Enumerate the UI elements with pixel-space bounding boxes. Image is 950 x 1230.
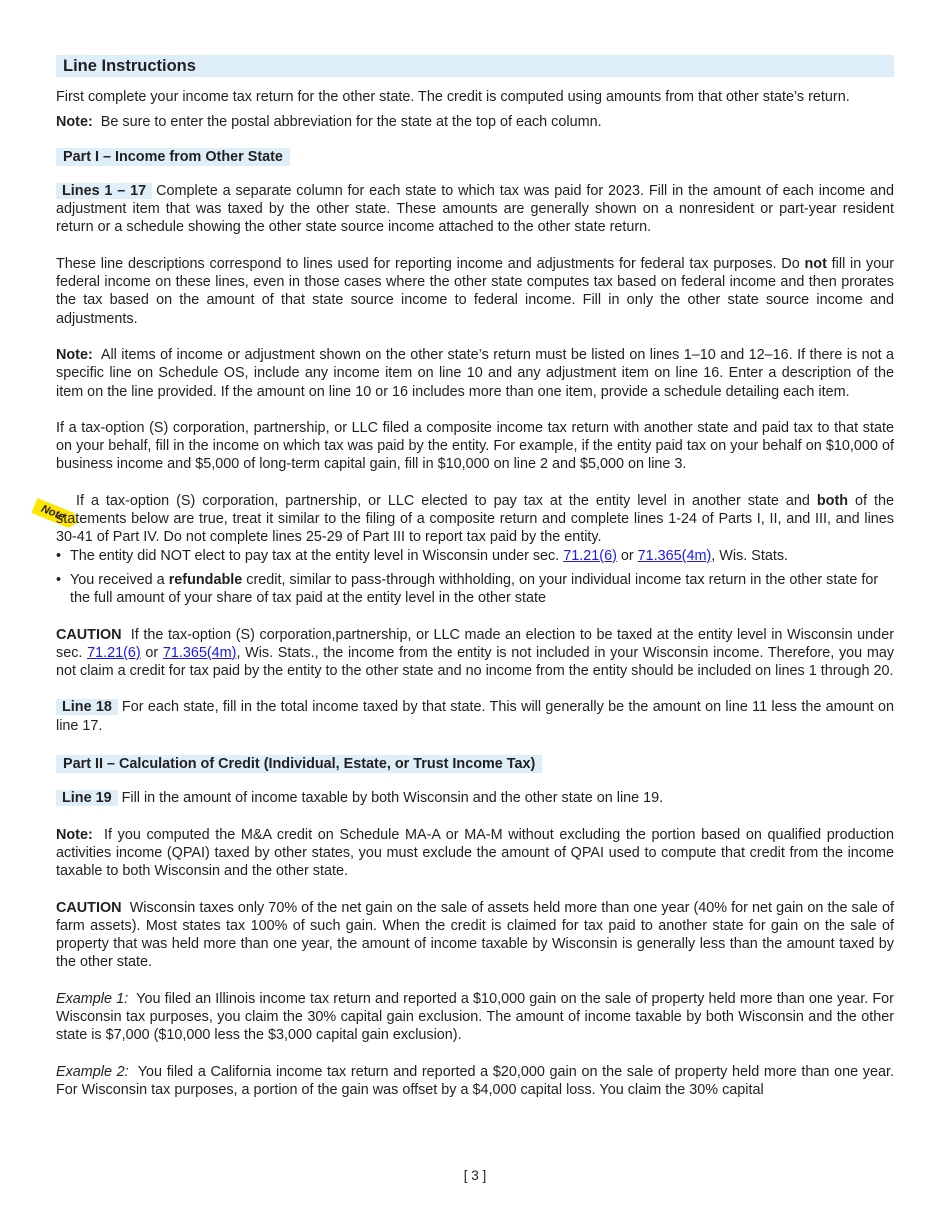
caution-capital-gain-paragraph bbox=[56, 899, 894, 972]
lines-1-17-label: Lines 1 – 17 bbox=[56, 183, 152, 199]
statute-link-71-21-6[interactable]: 71.21(6) bbox=[563, 547, 617, 564]
example-2-paragraph bbox=[56, 1063, 894, 1100]
part2-header-row bbox=[56, 755, 894, 773]
text: of the statements below are true, treat it similar to the filing of a composite return and complete lines 1-24 of Parts I, II, and III, and lines 30-41 of Part IV. Do not complete lines 25-29 of Part III to report tax paid by the entity. bbox=[56, 492, 894, 546]
text: These line descriptions correspond to lines used for reporting income and adjustments for federal tax purposes. Do bbox=[56, 255, 800, 272]
note-text: Be sure to enter the postal abbreviation for the state at the top of each column. bbox=[100, 114, 602, 131]
text: credit, similar to pass-through withholding, on your individual income tax return in the other state for the full amount of your share of tax paid at the entity level in the other state bbox=[70, 571, 879, 607]
page-number: [ 3 ] bbox=[463, 1168, 487, 1183]
note-label: Note: bbox=[56, 826, 93, 843]
entity-level-paragraph bbox=[56, 492, 894, 547]
lines-1-17-text: Complete a separate column for each state to which tax was paid for 2023. Fill in the amount of each income and adjustment item that was taxed by the other state. These amounts are generally shown on a nonresident or part-year resident return or a schedule showing the other state source income attached to the other state return. bbox=[56, 182, 894, 236]
emphasis: not bbox=[804, 255, 827, 272]
note-qpai-paragraph bbox=[56, 826, 894, 881]
lines-1-17-paragraph bbox=[56, 182, 894, 237]
text: If the tax-option (S) corporation,partnership, or LLC made an election to be taxed at the entity level in Wisconsin under sec. bbox=[56, 626, 894, 661]
text: If a tax-option (S) corporation, partnership, or LLC elected to pay tax at the entity level in another state and bbox=[76, 492, 810, 509]
emphasis: both bbox=[816, 492, 849, 509]
example-text: You filed an Illinois income tax return and reported a $10,000 gain on the sale of property held more than one year. For Wisconsin tax purposes, you claim the 30% capital gain exclusion. The amount of income taxable by both Wisconsin and the other state is $7,000 ($10,000 less the $3,000 capital gain exclusion). bbox=[56, 990, 894, 1044]
caution-label: CAUTION bbox=[56, 626, 122, 643]
part1-header: Part I – Income from Other State bbox=[56, 148, 290, 166]
text: You received a bbox=[70, 571, 165, 588]
note-label: Note: bbox=[56, 114, 93, 131]
caution-label: CAUTION bbox=[56, 899, 122, 916]
statute-link-71-21-6[interactable]: 71.21(6) bbox=[87, 644, 141, 661]
section-title: Line Instructions bbox=[56, 55, 894, 77]
list-item bbox=[56, 547, 894, 565]
line-18-text: For each state, fill in the total income taxed by that state. This will generally be the amount on line 11 less the amount on line 17. bbox=[56, 699, 894, 734]
content bbox=[56, 55, 894, 1099]
list-item bbox=[56, 571, 894, 608]
note-label: Note: bbox=[56, 346, 93, 363]
example-label: Example 1: bbox=[56, 990, 129, 1007]
example-1-paragraph bbox=[56, 990, 894, 1045]
line-19-paragraph bbox=[56, 789, 894, 807]
note-text: If you computed the M&A credit on Schedule MA-A or MA-M without excluding the portion based on qualified production activities income (QPAI) taxed by other states, you must exclude the amount of QPAI used to compute that credit from the income taxable to both Wisconsin and the other state. bbox=[56, 826, 894, 880]
text: , Wis. Stats., the income from the entity is not included in your Wisconsin income. Therefore, you may not claim a credit for tax paid by the entity to the other state and no income from the entity should be included on lines 1 through 20. bbox=[56, 644, 895, 680]
line-descriptions-paragraph bbox=[56, 255, 894, 328]
note-items-paragraph bbox=[56, 346, 894, 401]
emphasis: refundable bbox=[168, 571, 243, 588]
text: or bbox=[620, 547, 634, 564]
part2-header: Part II – Calculation of Credit (Individual, Estate, or Trust Income Tax) bbox=[56, 755, 542, 773]
example-text: You filed a California income tax return and reported a $20,000 gain on the sale of property held more than one year. For Wisconsin tax purposes, a portion of the gain was offset by a $4,000 capital loss. You claim the 30% capital bbox=[56, 1063, 894, 1098]
note-tag: Note bbox=[31, 498, 74, 528]
statute-link-71-365-4m[interactable]: 71.365(4m) bbox=[637, 547, 712, 564]
example-label: Example 2: bbox=[56, 1063, 129, 1080]
note-postal bbox=[56, 113, 894, 131]
text: fill in your federal income on these lines, even in those cases where the other state computes tax based on federal income and then prorates the tax based on the amount of that state source income to federal income. Fill in only the other state source income and adjustments. bbox=[56, 255, 895, 327]
text: The entity did NOT elect to pay tax at the entity level in Wisconsin under sec. bbox=[70, 547, 560, 564]
line-18-paragraph bbox=[56, 698, 894, 735]
text: or bbox=[145, 644, 159, 661]
text: , Wis. Stats. bbox=[711, 547, 789, 564]
intro-paragraph: First complete your income tax return for the other state. The credit is computed using amounts from that other state’s return. bbox=[56, 89, 850, 105]
line-19-text: Fill in the amount of income taxable by both Wisconsin and the other state on line 19. bbox=[121, 790, 664, 807]
line-18-label: Line 18 bbox=[56, 699, 118, 715]
statement-list bbox=[56, 547, 894, 608]
composite-return-paragraph: If a tax-option (S) corporation, partnership, or LLC filed a composite income tax return with another state and paid tax to that state on your behalf, fill in the income on which tax was paid by the entity. For example, if the entity paid tax on your behalf on $10,000 of business income and $5,000 of long-term capital gain, fill in $10,000 on line 2 and $5,000 on line 3. bbox=[56, 419, 894, 473]
statute-link-71-365-4m[interactable]: 71.365(4m) bbox=[162, 644, 237, 661]
caution-text: Wisconsin taxes only 70% of the net gain on the sale of assets held more than one year (40% for net gain on the sale of farm assets). Most states tax 100% of such gain. When the credit is claimed for tax paid to another state for gain on the sale of property that was held more than one year, the amount of income taxable by Wisconsin is generally less than the amount taxed by the other state. bbox=[56, 899, 894, 971]
part1-header-row bbox=[56, 148, 894, 166]
caution-entity-paragraph bbox=[56, 626, 894, 681]
line-19-label: Line 19 bbox=[56, 790, 118, 806]
note-text: All items of income or adjustment shown on the other state’s return must be listed on lines 1–10 and 12–16. If there is not a specific line on Schedule OS, include any income item on line 10 and any adjustment item on line 16. Enter a description of the item on the line provided. If the amount on line 10 or 16 includes more than one item, provide a schedule detailing each item. bbox=[56, 346, 894, 400]
